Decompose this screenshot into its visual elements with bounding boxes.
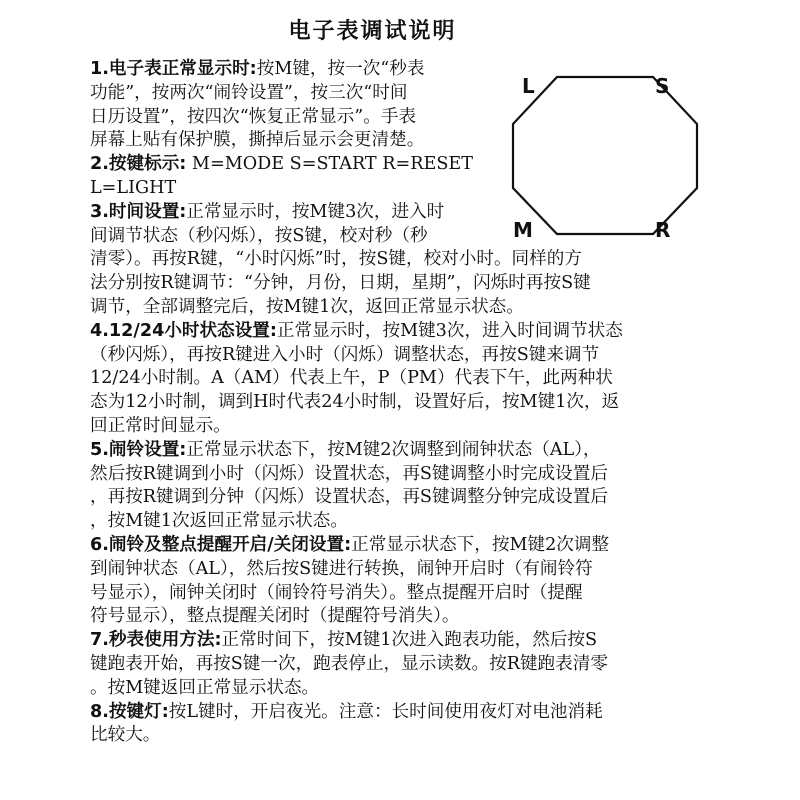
section-4-line-1: （秒闪烁），再按R键进入小时（闪烁）调整状态，再按S键来调节 — [90, 344, 600, 365]
button-label-reset: R — [655, 218, 671, 242]
instructions-body — [90, 58, 700, 748]
section-4-line-3: 态为12小时制，调到H时代表24小时制，设置好后，按M键1次，返 — [90, 392, 620, 413]
section-3-line-0: 3.时间设置:正常显示时，按M键3次，进入时 — [90, 201, 445, 222]
section-2-line-0: 2.按键标示: M=MODE S=START R=RESET — [90, 154, 473, 175]
section-6-line-2: 号显示），闹钟关闭时（闹铃符号消失）。整点提醒开启时（提醒 — [90, 582, 583, 603]
page-title: 电子表调试说明 — [288, 19, 457, 44]
section-4-line-0: 4.12/24小时状态设置:正常显示时，按M键3次，进入时间调节状态 — [90, 320, 623, 341]
section-7-line-2: 。按M键返回正常显示状态。 — [90, 677, 320, 698]
section-1-line-0: 1.电子表正常显示时:按M键，按一次“秒表 — [90, 59, 425, 79]
section-4-heading: 4.12/24小时状态设置: — [90, 320, 277, 341]
section-6-heading: 6.闹铃及整点提醒开启/关闭设置: — [90, 534, 352, 555]
button-label-light: L — [522, 74, 535, 98]
section-4-line-4: 回正常时间显示。 — [90, 415, 231, 436]
section-7-heading: 7.秒表使用方法: — [90, 630, 222, 651]
section-2-line-1: L=LIGHT — [90, 177, 177, 198]
section-5-line-2: ，再按R键调到分钟（闪烁）设置状态，再S键调整分钟完成设置后 — [90, 487, 608, 508]
section-3-line-3: 法分别按R键调节：“分钟，月份，日期，星期”，闪烁时再按S键 — [90, 273, 591, 294]
section-6-line-1: 到闹钟状态（AL），然后按S键进行转换，闹钟开启时（有闹铃符 — [90, 558, 593, 579]
section-2-heading: 2.按键标示: — [90, 154, 187, 175]
button-label-mode: M — [513, 218, 533, 242]
section-1-line-1: 功能”，按两次“闹铃设置”，按三次“时间 — [90, 82, 408, 103]
section-6-line-0: 6.闹铃及整点提醒开启/关闭设置:正常显示状态下，按M键2次调整 — [90, 534, 610, 555]
section-5-line-0: 5.闹铃设置:正常显示状态下，按M键2次调整到闹钟状态（AL）， — [90, 439, 601, 460]
section-1-line-3: 屏幕上贴有保护膜，撕掉后显示会更清楚。 — [90, 130, 425, 151]
section-8-heading: 8.按键灯: — [90, 701, 169, 722]
section-7-line-0: 7.秒表使用方法:正常时间下，按M键1次进入跑表功能，然后按S — [90, 630, 598, 651]
section-3-heading: 3.时间设置: — [90, 201, 187, 222]
section-3-line-1: 间调节状态（秒闪烁），按S键，校对秒（秒 — [90, 225, 428, 246]
button-label-start: S — [655, 74, 670, 98]
section-3-line-4: 调节，全部调整完后，按M键1次，返回正常显示状态。 — [90, 296, 524, 317]
section-8-line-1: 比较大。 — [90, 725, 161, 746]
section-7-line-1: 键跑表开始，再按S键一次，跑表停止，显示读数。按R键跑表清零 — [90, 653, 608, 674]
section-5-line-3: ，按M键1次返回正常显示状态。 — [90, 511, 348, 532]
section-3-line-2: 清零）。再按R键，“小时闪烁”时，按S键，校对小时。同样的方 — [90, 249, 582, 270]
section-8-line-0: 8.按键灯:按L键时，开启夜光。注意：长时间使用夜灯对电池消耗 — [90, 701, 603, 722]
section-6-line-3: 符号显示），整点提醒关闭时（提醒符号消失）。 — [90, 606, 460, 627]
section-1-line-2: 日历设置”，按四次“恢复正常显示”。手表 — [90, 106, 417, 127]
section-4-line-2: 12/24小时制。A（AM）代表上午，P（PM）代表下午，此两种状 — [90, 368, 613, 389]
section-1-heading: 1.电子表正常显示时: — [90, 59, 257, 79]
section-5-line-1: 然后按R键调到小时（闪烁）设置状态，再S键调整小时完成设置后 — [90, 463, 608, 484]
section-5-heading: 5.闹铃设置: — [90, 439, 187, 460]
